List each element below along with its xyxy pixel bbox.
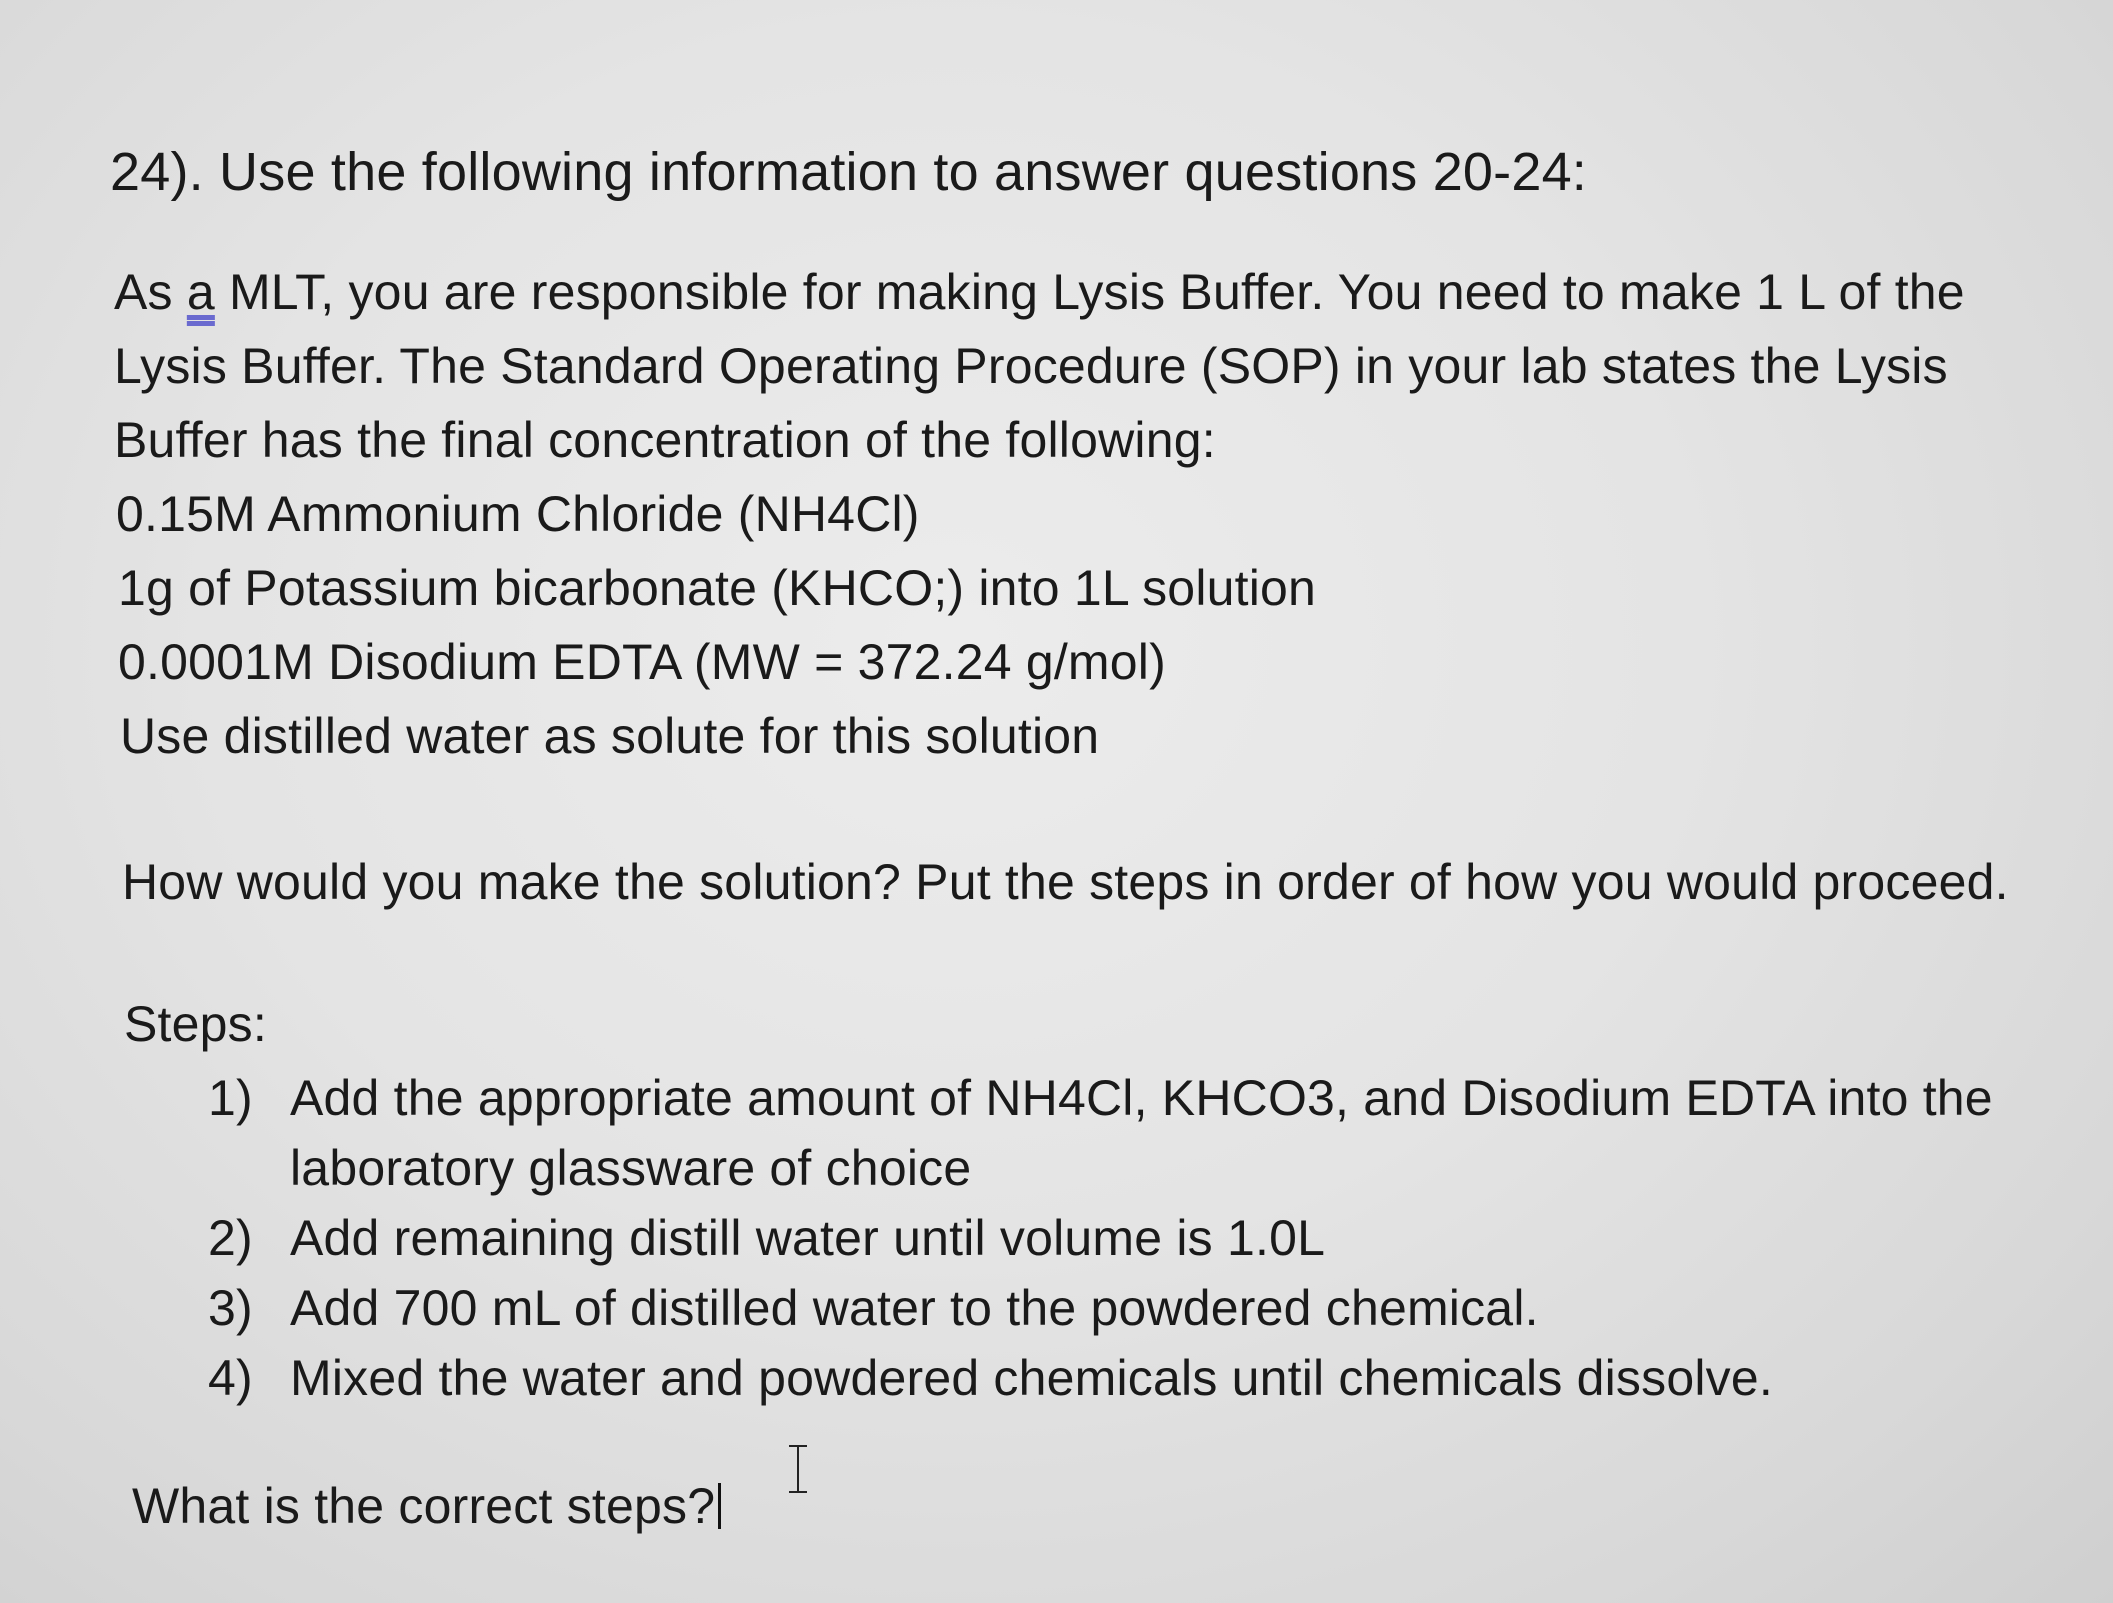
step-item xyxy=(208,1208,1325,1268)
intro-line-2: Lysis Buffer. The Standard Operating Procedure (SOP) in your lab states the Lysis xyxy=(114,338,1948,394)
component-distilled-water: Use distilled water as solute for this solution xyxy=(120,708,1100,764)
step-item xyxy=(208,1278,1539,1338)
intro-line-3: Buffer has the final concentration of the following: xyxy=(114,412,1216,468)
intro-underlined-word: a xyxy=(186,264,215,320)
step-number: 3) xyxy=(208,1280,253,1336)
step-number: 1) xyxy=(208,1070,253,1126)
answer-prompt-text: What is the correct steps? xyxy=(132,1478,716,1534)
step-item xyxy=(208,1348,1773,1408)
intro-line-1 xyxy=(114,262,1965,322)
question-heading: 24). Use the following information to answer questions 20-24: xyxy=(110,142,1588,202)
step-number: 4) xyxy=(208,1350,253,1406)
step-item xyxy=(208,1068,1993,1128)
step-item-continuation: laboratory glassware of choice xyxy=(290,1140,972,1196)
intro-pre: As xyxy=(114,264,187,320)
component-potassium-bicarbonate: 1g of Potassium bicarbonate (KHCO;) into 1L solution xyxy=(118,560,1317,616)
text-caret-icon xyxy=(718,1483,721,1529)
step-text: Add remaining distill water until volume is 1.0L xyxy=(290,1210,1326,1266)
step-text: Add 700 mL of distilled water to the powdered chemical. xyxy=(290,1280,1539,1336)
procedure-question: How would you make the solution? Put the steps in order of how you would proceed. xyxy=(122,854,2009,910)
component-ammonium-chloride: 0.15M Ammonium Chloride (NH4Cl) xyxy=(116,486,920,542)
step-text: Add the appropriate amount of NH4Cl, KHCO3, and Disodium EDTA into the xyxy=(290,1070,1993,1126)
ibeam-bottom-cap xyxy=(789,1491,807,1493)
intro-line-1-rest: MLT, you are responsible for making Lysis Buffer. You need to make 1 L of the xyxy=(214,264,1965,320)
answer-prompt[interactable] xyxy=(132,1476,721,1536)
step-text: Mixed the water and powdered chemicals until chemicals dissolve. xyxy=(290,1350,1773,1406)
steps-label: Steps: xyxy=(124,996,267,1052)
step-number: 2) xyxy=(208,1210,253,1266)
ibeam-cursor-icon xyxy=(786,1443,810,1495)
component-disodium-edta: 0.0001M Disodium EDTA (MW = 372.24 g/mol) xyxy=(118,634,1166,690)
ibeam-stem xyxy=(797,1447,799,1491)
